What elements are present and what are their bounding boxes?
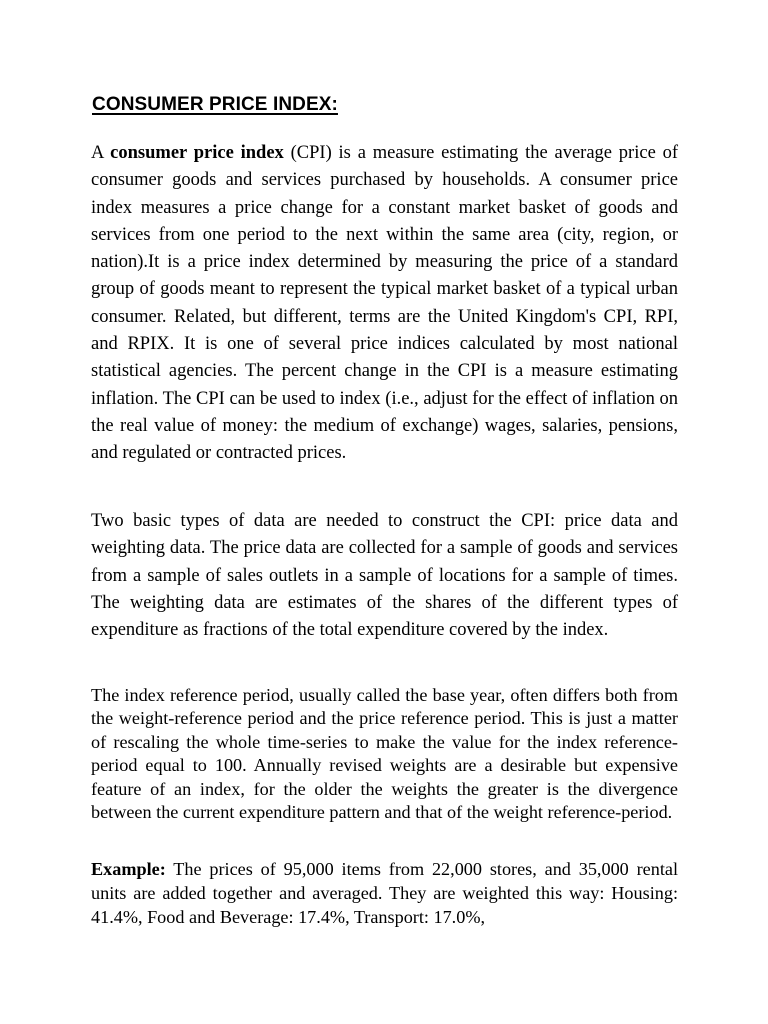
example-label: Example:	[91, 859, 166, 879]
paragraph-example	[91, 857, 678, 929]
paragraph-data-types: Two basic types of data are needed to construct the CPI: price data and weighting data. The price data are collected for a sample of goods and services from a sample of sales outlets in a sample of locations for a sample of times. The weighting data are estimates of the shares of the different types of expenditure as fractions of the total expenditure covered by the index.	[91, 511, 678, 641]
paragraph-definition	[91, 140, 678, 468]
paragraph-reference-period: The index reference period, usually called the base year, often differs both from the weight-reference period and the price reference period. This is just a matter of rescaling the whole time-series to make the value for the index reference-period equal to 100. Annually revised weights are a desirable but expensive feature of an index, for the older the weights the greater is the divergence between the current expenditure pattern and that of the weight reference-period.	[91, 685, 678, 823]
paragraph-lead: A	[91, 143, 111, 163]
term-consumer-price-index: consumer price index	[110, 143, 284, 163]
paragraph-definition-body: (CPI) is a measure estimating the average price of consumer goods and services purchased by households. A consumer price index measures a price change for a constant market basket of goods and services from one period to the next within the same area (city, region, or nation).It is a price index determined by measuring the price of a standard group of goods meant to represent the typical market basket of a typical urban consumer. Related, but different, terms are the United Kingdom's CPI, RPI, and RPIX. It is one of several price indices calculated by most national statistical agencies. The percent change in the CPI is a measure estimating inflation. The CPI can be used to index (i.e., adjust for the effect of inflation on the real value of money: the medium of exchange) wages, salaries, pensions, and regulated or contracted prices.	[91, 143, 679, 464]
document-title: CONSUMER PRICE INDEX:	[92, 94, 338, 115]
example-text: The prices of 95,000 items from 22,000 stores, and 35,000 rental units are added together and averaged. They are weighted this way: Housing: 41.4%, Food and Beverage: 17.4%, Transport: 17.0%,	[91, 859, 678, 927]
